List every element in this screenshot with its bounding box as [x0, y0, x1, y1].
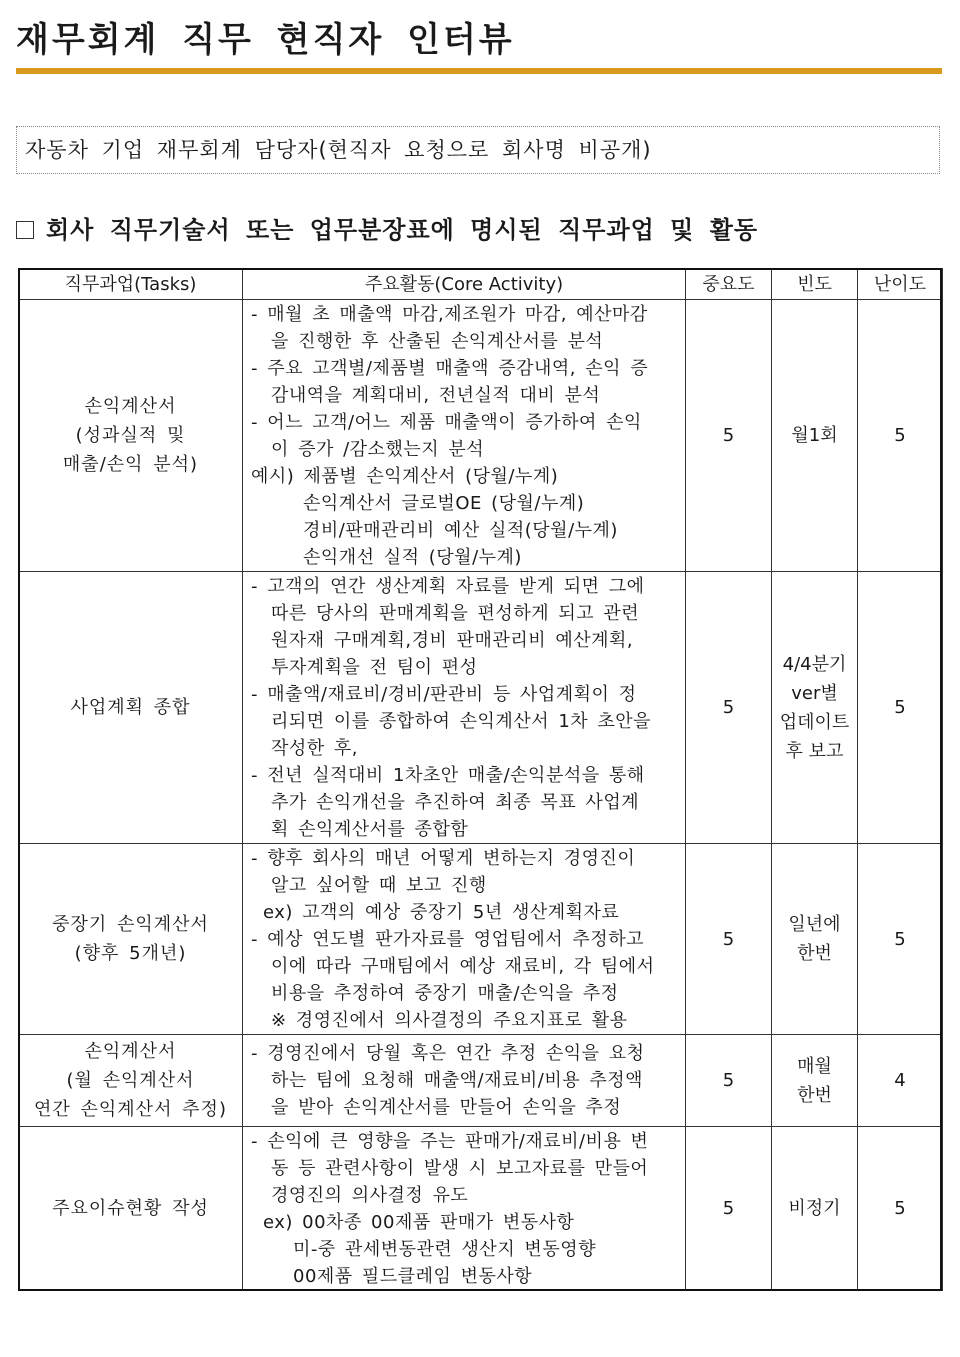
task-line: 손익계산서: [84, 1041, 177, 1062]
frequency-cell: [772, 572, 858, 844]
activity-line: - 매출액/재료비/경비/판관비 등 사업계획이 정: [251, 683, 637, 705]
activity-line: ※ 경영진에서 의사결정의 주요지표로 활용: [271, 1009, 628, 1031]
frequency-cell: [772, 300, 858, 572]
activity-line: 이 증가 /감소했는지 분석: [271, 438, 485, 460]
frequency-line: ver별: [791, 682, 838, 704]
activity-line: - 향후 회사의 매년 어떻게 변하는지 경영진이: [251, 847, 636, 869]
header-importance: 중요도: [686, 269, 772, 300]
title-divider: [16, 68, 942, 74]
activity-line: 알고 싶어할 때 보고 진행: [271, 874, 487, 896]
activity-cell: [243, 300, 686, 572]
task-cell: [19, 300, 243, 572]
frequency-cell: [772, 844, 858, 1035]
table-row: [19, 844, 943, 1035]
activity-line: 경영진의 의사결정 유도: [271, 1184, 469, 1206]
importance-cell: 5: [686, 844, 772, 1035]
section-heading-text: 회사 직무기술서 또는 업무분장표에 명시된 직무과업 및 활동: [46, 216, 759, 244]
activity-line: 감내역을 계획대비, 전년실적 대비 분석: [271, 384, 601, 406]
header-difficulty: 난이도: [858, 269, 943, 300]
task-line: 주요이슈현황 작성: [52, 1198, 209, 1219]
activity-line: 00제품 필드클레임 변동사항: [293, 1265, 533, 1287]
frequency-line: 월1회: [791, 425, 838, 446]
frequency-line: 업데이트: [779, 711, 850, 733]
frequency-line: 한번: [797, 1084, 832, 1106]
activity-line: - 전년 실적대비 1차초안 매출/손익분석을 통해: [251, 764, 645, 786]
importance-cell: 5: [686, 572, 772, 844]
task-line: (월 손익계산서: [66, 1070, 195, 1091]
frequency-line: 4/4분기: [782, 653, 847, 675]
activity-cell: [243, 1127, 686, 1291]
table-header-row: [19, 269, 943, 300]
importance-cell: 5: [686, 1035, 772, 1127]
activity-line: 을 받아 손익계산서를 만들어 손익을 추정: [271, 1097, 622, 1118]
difficulty-cell: 5: [858, 1127, 943, 1291]
task-line: (향후 5개년): [74, 943, 187, 964]
header-frequency: 빈도: [772, 269, 858, 300]
activity-line: - 손익에 큰 영향을 주는 판매가/재료비/비용 변: [251, 1130, 649, 1152]
table-row: [19, 1127, 943, 1291]
activity-cell: [243, 844, 686, 1035]
frequency-line: 매월: [797, 1055, 832, 1077]
activity-line: 하는 팀에 요청해 매출액/재료비/비용 추정액: [271, 1070, 643, 1091]
frequency-line: 후 보고: [785, 740, 844, 762]
subtitle-box: 자동차 기업 재무회계 담당자(현직자 요청으로 회사명 비공개): [16, 126, 940, 174]
duties-table: [18, 268, 943, 1291]
activity-line: 획 손익계산서를 종합함: [271, 818, 469, 840]
activity-line: - 매월 초 매출액 마감,제조원가 마감, 예산마감: [251, 303, 648, 325]
importance-cell: 5: [686, 1127, 772, 1291]
activity-line: 손익계산서 글로벌OE (당월/누계): [303, 492, 585, 514]
checkbox-square-icon: [16, 221, 34, 239]
activity-line: ex) 00차종 00제품 판매가 변동사항: [263, 1211, 575, 1233]
difficulty-cell: 5: [858, 572, 943, 844]
activity-line: 추가 손익개선을 추진하여 최종 목표 사업계: [271, 791, 640, 813]
header-tasks: 직무과업(Tasks): [19, 269, 243, 300]
activity-line: - 주요 고객별/제품별 매출액 증감내역, 손익 증: [251, 357, 649, 379]
activity-line: 이에 따라 구매팀에서 예상 재료비, 각 팀에서: [271, 955, 655, 977]
task-cell: [19, 1127, 243, 1291]
activity-line: 비용을 추정하여 중장기 매출/손익을 추정: [271, 982, 619, 1004]
activity-line: 손익개선 실적 (당월/누계): [303, 546, 522, 568]
page-title: 재무회계 직무 현직자 인터뷰: [16, 20, 515, 60]
activity-line: - 어느 고객/어느 제품 매출액이 증가하여 손익: [251, 411, 642, 433]
activity-line: 작성한 후,: [271, 737, 358, 759]
section-heading: [16, 210, 758, 250]
activity-cell: [243, 1035, 686, 1127]
task-line: (성과실적 및: [75, 425, 186, 446]
task-line: 사업계획 종합: [70, 697, 191, 718]
task-line: 연간 손익계산서 추정): [34, 1099, 227, 1120]
activity-line: 미-중 관세변동관련 생산지 변동영향: [293, 1238, 596, 1260]
table-row: [19, 300, 943, 572]
importance-cell: 5: [686, 300, 772, 572]
activity-line: 동 등 관련사항이 발생 시 보고자료를 만들어: [271, 1157, 649, 1179]
table-row: [19, 572, 943, 844]
task-line: 손익계산서: [84, 396, 177, 417]
difficulty-cell: 4: [858, 1035, 943, 1127]
frequency-line: 일년에: [788, 914, 841, 935]
difficulty-cell: 5: [858, 844, 943, 1035]
activity-line: ex) 고객의 예상 중장기 5년 생산계획자료: [263, 901, 620, 923]
header-core-activity: 주요활동(Core Activity): [243, 269, 686, 300]
activity-line: 따른 당사의 판매계획을 편성하게 되고 관련: [271, 602, 640, 624]
frequency-cell: [772, 1127, 858, 1291]
activity-line: - 경영진에서 당월 혹은 연간 추정 손익을 요청: [251, 1043, 645, 1064]
activity-line: - 고객의 연간 생산계획 자료를 받게 되면 그에: [251, 575, 645, 597]
activity-line: 경비/판매관리비 예산 실적(당월/누계): [303, 519, 618, 541]
activity-line: 리되면 이를 종합하여 손익계산서 1차 초안을: [271, 710, 652, 732]
task-line: 매출/손익 분석): [62, 454, 199, 475]
activity-line: 투자계획을 전 팀이 편성: [271, 656, 478, 678]
activity-line: 원자재 구매계획,경비 판매관리비 예산계획,: [271, 629, 634, 651]
activity-cell: [243, 572, 686, 844]
table-row: [19, 1035, 943, 1127]
task-cell: [19, 844, 243, 1035]
task-cell: [19, 572, 243, 844]
frequency-line: 한번: [797, 943, 832, 964]
frequency-line: 비정기: [788, 1198, 841, 1219]
frequency-cell: [772, 1035, 858, 1127]
task-line: 중장기 손익계산서: [52, 914, 209, 935]
activity-line: 을 진행한 후 산출된 손익계산서를 분석: [271, 330, 604, 352]
task-cell: [19, 1035, 243, 1127]
activity-line: - 예상 연도별 판가자료를 영업팀에서 추정하고: [251, 928, 644, 950]
activity-line: 예시) 제품별 손익계산서 (당월/누계): [251, 465, 559, 487]
difficulty-cell: 5: [858, 300, 943, 572]
